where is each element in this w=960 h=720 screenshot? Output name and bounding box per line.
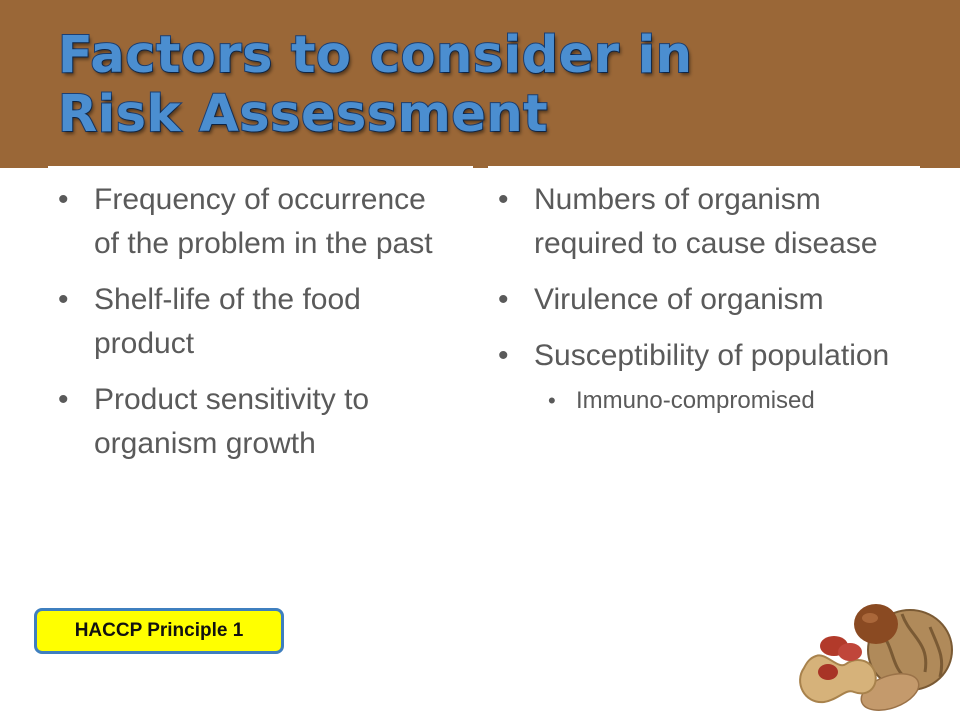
list-item	[498, 334, 918, 378]
bullet-icon: •	[58, 183, 69, 216]
list-item	[58, 278, 448, 366]
banner-divider-left	[48, 166, 473, 169]
list-item-text: Virulence of organism	[534, 283, 824, 316]
slide-title-line-2: Risk Assessment	[58, 85, 549, 144]
list-item	[58, 378, 448, 466]
nuts-illustration-icon	[790, 592, 960, 720]
bullet-icon: •	[498, 283, 509, 316]
bullet-icon: •	[58, 383, 69, 416]
list-item-text: Product sensitivity to organism growth	[94, 383, 370, 460]
slide-title	[58, 26, 758, 144]
sub-list-item	[498, 384, 918, 418]
bullet-icon: •	[548, 388, 556, 413]
bullet-icon: •	[498, 183, 509, 216]
bullet-icon: •	[498, 339, 509, 372]
list-item-text: Susceptibility of population	[534, 339, 890, 372]
bullet-icon: •	[58, 283, 69, 316]
list-item-text: Frequency of occurrence of the problem in the past	[94, 183, 433, 260]
sub-list-item-text: Immuno-compromised	[576, 387, 815, 414]
list-item-text: Numbers of organism required to cause disease	[534, 183, 878, 260]
right-bullet-list	[498, 178, 918, 430]
list-item	[498, 178, 918, 266]
list-item	[498, 278, 918, 322]
haccp-principle-badge: HACCP Principle 1	[34, 608, 284, 654]
left-bullet-list	[58, 178, 448, 478]
slide-title-line-1: Factors to consider in	[58, 26, 693, 85]
banner-divider-right	[488, 166, 920, 169]
list-item-text: Shelf-life of the food product	[94, 283, 361, 360]
list-item	[58, 178, 448, 266]
